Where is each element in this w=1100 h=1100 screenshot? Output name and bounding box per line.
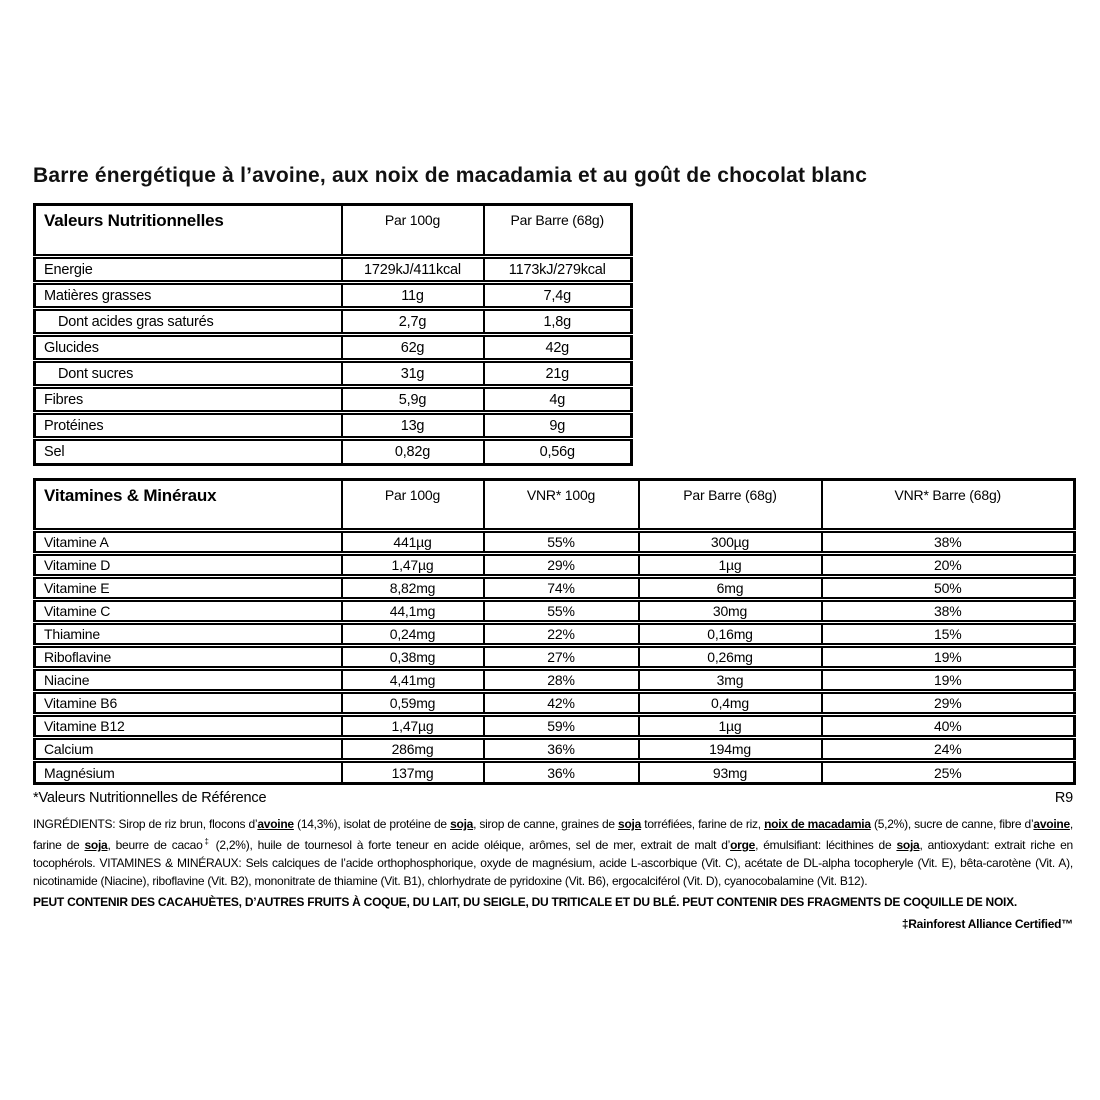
value-cell: 441µg [342,531,484,554]
certification-note: ‡Rainforest Alliance Certified™ [901,917,1073,931]
value-cell: 11g [342,283,484,309]
vitamins-table-title: Vitamines & Minéraux [35,480,342,531]
value-cell: 22% [484,623,639,646]
ingredient-text: (5,2%), sucre de canne, fibre d’ [870,817,1034,831]
column-header-vnr-bar: VNR* Barre (68g) [822,480,1075,531]
value-cell: 15% [822,623,1075,646]
column-header-vnr-100g: VNR* 100g [484,480,639,531]
ingredient-text: , farine de [33,817,1074,852]
value-cell: 1,47µg [342,715,484,738]
row-label: Riboflavine [35,646,342,669]
value-cell: 0,24mg [342,623,484,646]
value-cell: 24% [822,738,1075,761]
value-cell: 25% [822,761,1075,784]
value-cell: 19% [822,646,1075,669]
value-cell: 59% [484,715,639,738]
ingredient-text: , antioxydant: extrait riche en tocophérols. VITAMINES & MINÉRAUX: Sels calciques de l’acide orthophosphorique, oxyde de magnésium, acide L-ascorbique (Vit. C), acétate de DL-alpha tocopheryle (Vit. E), bêta-carotène (Vit. A), nicotinamide (Niacine), riboflavine (Vit. B2), mononitrate de thiamine (Vit. B1), chlorhydrate de pyridoxine (Vit. B6), ergocalciférol (Vit. D), cyanocobalamine (Vit. B12). [33,838,1073,888]
ingredient-text: INGRÉDIENTS: Sirop de riz brun, flocons d’ [33,817,258,831]
value-cell: 21g [484,361,632,387]
value-cell: 0,26mg [639,646,822,669]
value-cell: 31g [342,361,484,387]
allergen-ingredient: avoine [1033,817,1070,831]
row-label: Vitamine E [35,577,342,600]
value-cell: 55% [484,531,639,554]
table-row [35,669,1075,692]
table-row [35,646,1075,669]
footnote-row [33,790,1073,806]
table-row [35,738,1075,761]
value-cell: 4g [484,387,632,413]
value-cell: 4,41mg [342,669,484,692]
value-cell: 1,8g [484,309,632,335]
value-cell: 62g [342,335,484,361]
value-cell: 0,4mg [639,692,822,715]
value-cell: 55% [484,600,639,623]
allergen-ingredient: soja [450,817,474,831]
table-row [35,692,1075,715]
ingredient-text: (2,2%), huile de tournesol à forte teneur en acide oléique, arômes, sel de mer, extrait de malt d’ [210,838,731,852]
table-row [35,715,1075,738]
value-cell: 5,9g [342,387,484,413]
value-cell: 19% [822,669,1075,692]
table-row [35,554,1075,577]
row-label: Dont acides gras saturés [35,309,342,335]
table-row [35,283,632,309]
row-label: Niacine [35,669,342,692]
allergen-ingredient: soja [84,838,108,852]
value-cell: 38% [822,531,1075,554]
value-cell: 8,82mg [342,577,484,600]
row-label: Vitamine B6 [35,692,342,715]
value-cell: 36% [484,738,639,761]
table-header-row [35,480,1075,531]
table-row [35,439,632,465]
ingredient-text: ‡ [202,837,211,846]
table-row [35,531,1075,554]
value-cell: 74% [484,577,639,600]
value-cell: 0,38mg [342,646,484,669]
value-cell: 1µg [639,715,822,738]
table-row [35,623,1075,646]
table-row [35,600,1075,623]
row-label: Thiamine [35,623,342,646]
vitamins-table-body [35,531,1075,784]
row-label: Sel [35,439,342,465]
value-cell: 30mg [639,600,822,623]
table-row [35,335,632,361]
row-label: Matières grasses [35,283,342,309]
vnr-reference-footnote: *Valeurs Nutritionnelles de Référence [33,790,267,806]
row-label: Vitamine A [35,531,342,554]
row-label: Vitamine D [35,554,342,577]
allergen-ingredient: orge [730,838,756,852]
row-label: Dont sucres [35,361,342,387]
row-label: Calcium [35,738,342,761]
column-header-per-bar: Par Barre (68g) [639,480,822,531]
row-label: Magnésium [35,761,342,784]
ingredient-text: , émulsifiant: lécithines de [755,838,897,852]
value-cell: 3mg [639,669,822,692]
label-bottom-block [33,815,1073,933]
value-cell: 137mg [342,761,484,784]
value-cell: 286mg [342,738,484,761]
row-label: Vitamine C [35,600,342,623]
value-cell: 1173kJ/279kcal [484,257,632,283]
value-cell: 0,59mg [342,692,484,715]
value-cell: 0,82g [342,439,484,465]
value-cell: 2,7g [342,309,484,335]
value-cell: 29% [484,554,639,577]
ingredient-text: torréfiées, farine de riz, [641,817,765,831]
ingredient-text: (14,3%), isolat de protéine de [293,817,451,831]
nutrition-table-title: Valeurs Nutritionnelles [35,205,342,257]
table-row [35,387,632,413]
value-cell: 42% [484,692,639,715]
row-label: Glucides [35,335,342,361]
table-header-row [35,205,632,257]
column-header-per-100g: Par 100g [342,480,484,531]
ingredients-paragraph [33,815,1073,890]
value-cell: 1729kJ/411kcal [342,257,484,283]
value-cell: 20% [822,554,1075,577]
value-cell: 0,56g [484,439,632,465]
nutrition-facts-table [33,203,633,466]
table-row [35,577,1075,600]
value-cell: 6mg [639,577,822,600]
value-cell: 40% [822,715,1075,738]
nutrition-table-body [35,257,632,465]
product-title: Barre énergétique à l’avoine, aux noix de macadamia et au goût de chocolat blanc [33,164,868,187]
value-cell: 13g [342,413,484,439]
value-cell: 28% [484,669,639,692]
table-row [35,761,1075,784]
allergen-notice: PEUT CONTENIR DES CACAHUÈTES, D’AUTRES FRUITS À COQUE, DU LAIT, DU SEIGLE, DU TRITICALE ET DU BLÉ. PEUT CONTENIR DES FRAGMENTS DE COQUILLE DE NOIX. [33,895,1017,909]
allergen-ingredient: noix de macadamia [764,817,871,831]
value-cell: 27% [484,646,639,669]
value-cell: 1,47µg [342,554,484,577]
ingredient-text: , beurre de cacao [107,838,203,852]
vitamins-minerals-table [33,478,1076,785]
column-header-per-100g: Par 100g [342,205,484,257]
value-cell: 50% [822,577,1075,600]
table-row [35,413,632,439]
value-cell: 300µg [639,531,822,554]
row-label: Fibres [35,387,342,413]
value-cell: 44,1mg [342,600,484,623]
label-code: R9 [1054,790,1073,806]
ingredient-text: , sirop de canne, graines de [473,817,619,831]
allergen-ingredient: avoine [257,817,294,831]
value-cell: 7,4g [484,283,632,309]
column-header-per-bar: Par Barre (68g) [484,205,632,257]
row-label: Energie [35,257,342,283]
value-cell: 1µg [639,554,822,577]
value-cell: 93mg [639,761,822,784]
allergen-ingredient: soja [896,838,920,852]
value-cell: 0,16mg [639,623,822,646]
allergen-ingredient: soja [618,817,642,831]
value-cell: 194mg [639,738,822,761]
table-row [35,361,632,387]
value-cell: 29% [822,692,1075,715]
table-row [35,309,632,335]
value-cell: 9g [484,413,632,439]
table-row [35,257,632,283]
value-cell: 38% [822,600,1075,623]
row-label: Protéines [35,413,342,439]
row-label: Vitamine B12 [35,715,342,738]
value-cell: 36% [484,761,639,784]
value-cell: 42g [484,335,632,361]
